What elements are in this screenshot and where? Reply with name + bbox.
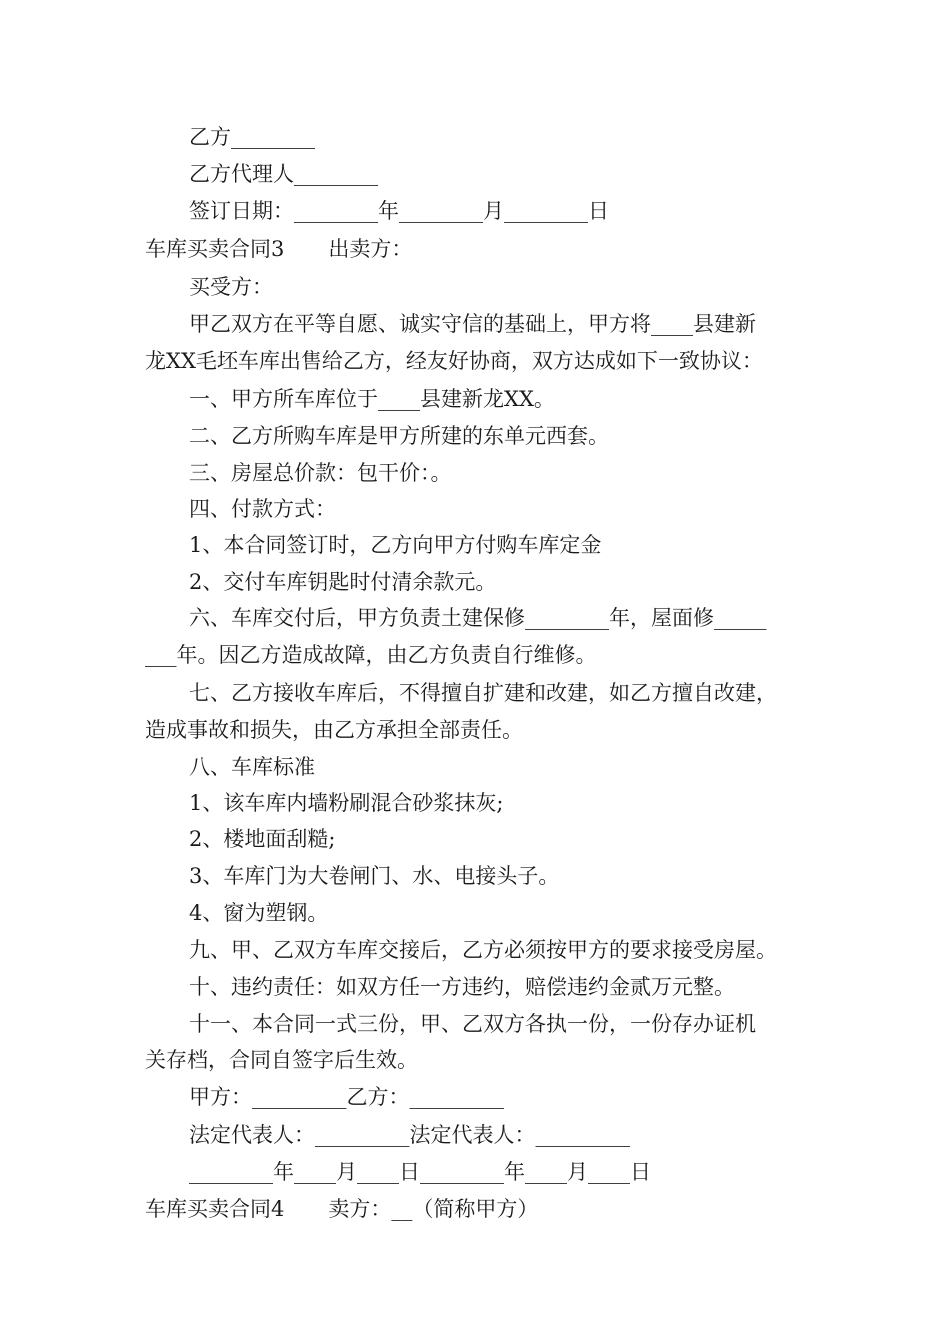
contract-4-heading	[145, 1194, 835, 1224]
standard-item-2: 2、楼地面刮糙;	[189, 827, 336, 851]
clause-7-cont: 造成事故和损失，由乙方承担全部责任。	[145, 718, 523, 742]
signature-parties: 甲方：_________乙方：_________	[189, 1085, 504, 1109]
paragraph-line: 龙XX毛坯车库出售给乙方，经友好协商，双方达成如下一致协议：	[145, 349, 763, 373]
payment-item-2: 2、交付车库钥匙时付清余款元。	[189, 570, 497, 594]
standard-item-4: 4、窗为塑钢。	[189, 901, 329, 925]
clause-10: 十、违约责任：如双方任一方违约，赔偿违约金贰万元整。	[189, 975, 735, 999]
clause-11: 十一、本合同一式三份，甲、乙双方各执一份，一份存办证机	[189, 1012, 756, 1036]
clause-6-cont: ___年。因乙方造成故障，由乙方负责自行维修。	[145, 643, 597, 667]
buyer-line: 买受方：	[189, 275, 273, 299]
party-b-line: 乙方________	[189, 125, 315, 149]
clause-4: 四、付款方式：	[189, 497, 336, 521]
clause-2: 二、乙方所购车库是甲方所建的东单元西套。	[189, 424, 609, 448]
signature-representatives: 法定代表人：_________法定代表人：_________	[189, 1123, 630, 1147]
standard-item-3: 3、车库门为大卷闸门、水、电接头子。	[189, 864, 560, 888]
clause-11-cont: 关存档，合同自签字后生效。	[145, 1048, 418, 1072]
payment-item-1: 1、本合同签订时，乙方向甲方付购车库定金	[189, 533, 602, 557]
party-b-agent-line: 乙方代理人________	[189, 162, 378, 186]
clause-1: 一、甲方所车库位于____县建新龙XX。	[189, 387, 555, 411]
signing-date-line: 签订日期：________年________月________日	[189, 199, 609, 223]
clause-8: 八、车库标准	[189, 755, 315, 779]
clause-9: 九、甲、乙双方车库交接后，乙方必须按甲方的要求接受房屋。	[189, 938, 777, 962]
paragraph-line: 甲乙双方在平等自愿、诚实守信的基础上，甲方将____县建新	[189, 312, 756, 336]
contract-3-heading	[145, 234, 835, 264]
clause-7: 七、乙方接收车库后，不得擅自扩建和改建，如乙方擅自改建，	[189, 681, 777, 705]
contract-title: 车库买卖合同3	[145, 237, 285, 261]
seller-label: 卖方：__（简称甲方）	[328, 1197, 539, 1221]
clause-6: 六、车库交付后，甲方负责土建保修________年，屋面修_____	[189, 606, 767, 630]
seller-label: 出卖方：	[328, 237, 413, 261]
clause-3: 三、房屋总价款：包干价：。	[189, 461, 452, 485]
signature-dates: ________年____月____日________年____月____日	[189, 1160, 651, 1184]
standard-item-1: 1、该车库内墙粉刷混合砂浆抹灰;	[189, 791, 504, 815]
contract-title: 车库买卖合同4	[145, 1197, 285, 1221]
